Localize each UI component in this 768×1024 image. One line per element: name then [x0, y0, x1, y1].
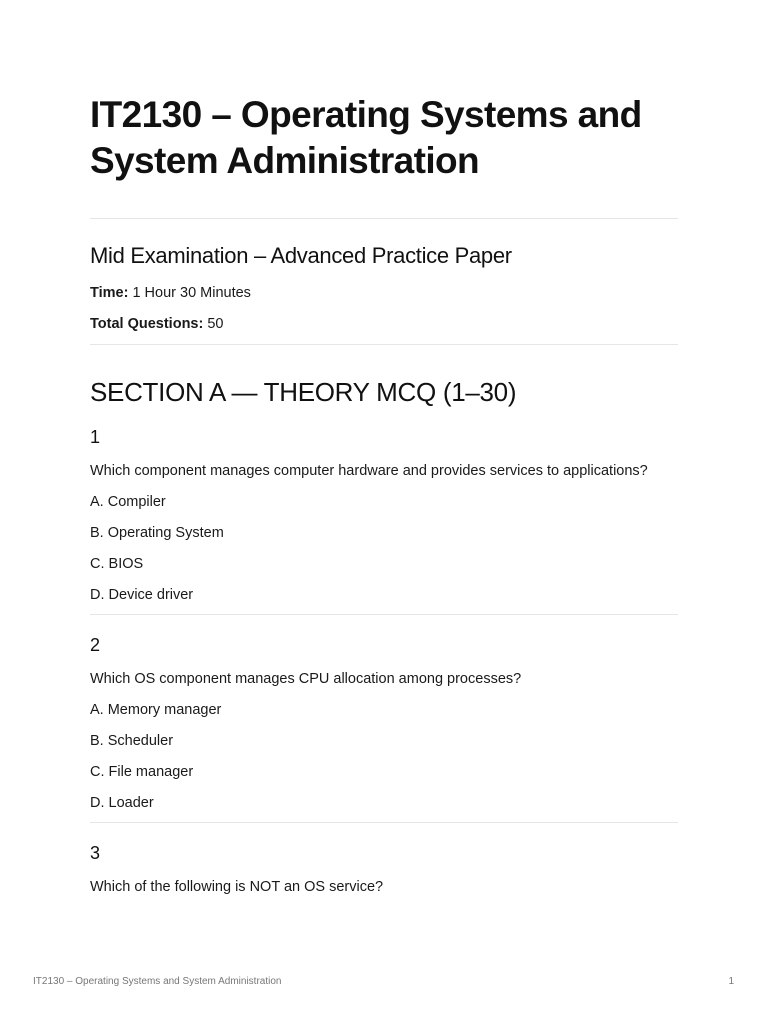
total-questions-label: Total Questions:: [90, 316, 204, 332]
answer-option: B. Scheduler: [90, 733, 174, 749]
question-1: [90, 425, 678, 615]
question-3: [90, 841, 678, 899]
question-text: Which OS component manages CPU allocation among processes?: [90, 671, 522, 687]
section-heading: SECTION A — THEORY MCQ (1–30): [90, 377, 517, 407]
time-value: 1 Hour 30 Minutes: [132, 285, 251, 301]
total-questions-value: 50: [207, 316, 224, 332]
question-number: 2: [90, 635, 101, 655]
footer-page-number: 1: [728, 976, 734, 987]
question-text: Which component manages computer hardware and provides services to applications?: [90, 463, 648, 479]
document-subtitle: Mid Examination – Advanced Practice Paper: [90, 243, 512, 268]
answer-option: A. Compiler: [90, 494, 166, 510]
question-2: [90, 633, 678, 823]
document-title: IT2130 – Operating Systems and System Administration: [90, 94, 642, 181]
answer-option: B. Operating System: [90, 525, 224, 541]
question-divider: [90, 614, 678, 615]
answer-option: D. Loader: [90, 795, 154, 811]
time-line: [90, 283, 678, 303]
question-text: Which of the following is NOT an OS service?: [90, 879, 384, 895]
page-content: [90, 92, 678, 899]
footer-course-title: IT2130 – Operating Systems and System Administration: [33, 976, 282, 987]
divider: [90, 218, 678, 219]
question-number: 3: [90, 843, 101, 863]
divider: [90, 344, 678, 345]
answer-option: C. BIOS: [90, 556, 144, 572]
question-divider: [90, 822, 678, 823]
total-questions-line: [90, 314, 678, 334]
answer-option: C. File manager: [90, 764, 194, 780]
time-label: Time:: [90, 285, 129, 301]
question-number: 1: [90, 427, 101, 447]
answer-option: A. Memory manager: [90, 702, 222, 718]
answer-option: D. Device driver: [90, 587, 194, 603]
